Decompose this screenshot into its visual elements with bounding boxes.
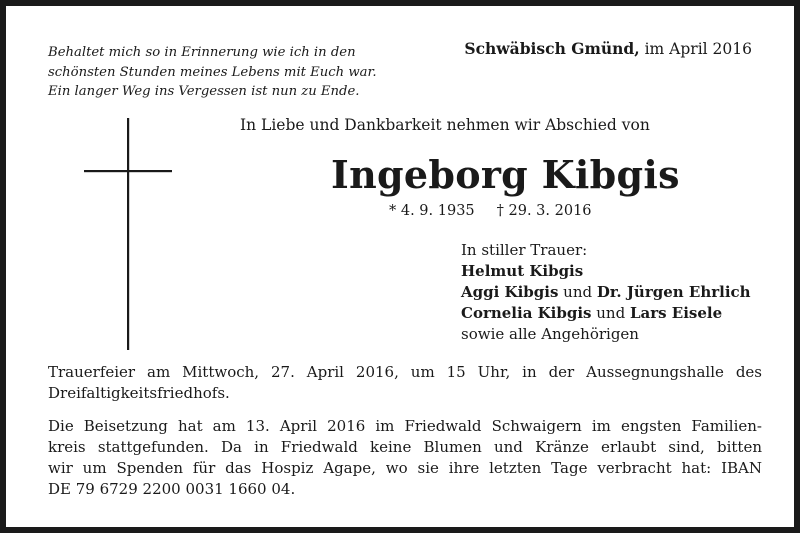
burial-note-paragraph xyxy=(48,416,762,500)
life-dates xyxy=(389,200,592,222)
farewell-line: In Liebe und Dankbarkeit nehmen wir Abschied von xyxy=(240,116,650,134)
mourner-connector: und xyxy=(558,283,597,301)
death-date: † 29. 3. 2016 xyxy=(496,203,592,219)
mourners-intro: In stiller Trauer: xyxy=(461,241,588,259)
mourner-name: Lars Eisele xyxy=(629,304,723,322)
mourner-name: Helmut Kibgis xyxy=(461,262,584,280)
deceased-name: Ingeborg Kibgis xyxy=(331,152,680,197)
mourner-row xyxy=(461,303,751,324)
mourner-name: Dr. Jürgen Ehrlich xyxy=(596,283,751,301)
cross-horizontal-beam xyxy=(84,170,172,172)
mourner-connector: sowie alle Angehörigen xyxy=(461,325,639,343)
quote-line: Ein langer Weg ins Vergessen ist nun zu Ende. xyxy=(48,84,360,99)
birth-date: * 4. 9. 1935 xyxy=(389,203,475,219)
paragraph-line: wir um Spenden für das Hospiz Agape, wo sie ihre letzten Tage verbracht hat: IBAN xyxy=(48,459,762,477)
mourner-row xyxy=(461,282,751,303)
place-name: Schwäbisch Gmünd, xyxy=(464,39,640,58)
mourners-block xyxy=(461,240,751,345)
memorial-quote xyxy=(48,43,438,102)
mourner-row xyxy=(461,261,751,282)
quote-line: Behaltet mich so in Erinnerung wie ich in den xyxy=(48,45,356,60)
paragraph-line: Dreifaltigkeitsfriedhofs. xyxy=(48,384,230,402)
mourners-list xyxy=(461,261,751,345)
cross-icon xyxy=(84,118,172,350)
mourner-connector: und xyxy=(591,304,630,322)
mourner-name: Aggi Kibgis xyxy=(461,283,559,301)
paragraph-line: kreis stattgefunden. Da in Friedwald keine Blumen und Kränze erlaubt sind, bitten xyxy=(48,438,762,456)
quote-line: schönsten Stunden meines Lebens mit Euch war. xyxy=(48,64,377,80)
funeral-service-paragraph xyxy=(48,362,762,404)
mourner-row xyxy=(461,324,751,345)
notice-date: im April 2016 xyxy=(639,40,752,58)
cross-vertical-beam xyxy=(127,118,129,350)
mourner-name: Cornelia Kibgis xyxy=(461,304,592,322)
place-and-date xyxy=(464,38,752,60)
paragraph-line: DE 79 6729 2200 0031 1660 04. xyxy=(48,480,296,498)
paragraph-line: Die Beisetzung hat am 13. April 2016 im Friedwald Schwaigern im engsten Familien- xyxy=(48,417,762,435)
paragraph-line: Trauerfeier am Mittwoch, 27. April 2016, um 15 Uhr, in der Aussegnungshalle des xyxy=(48,363,762,381)
